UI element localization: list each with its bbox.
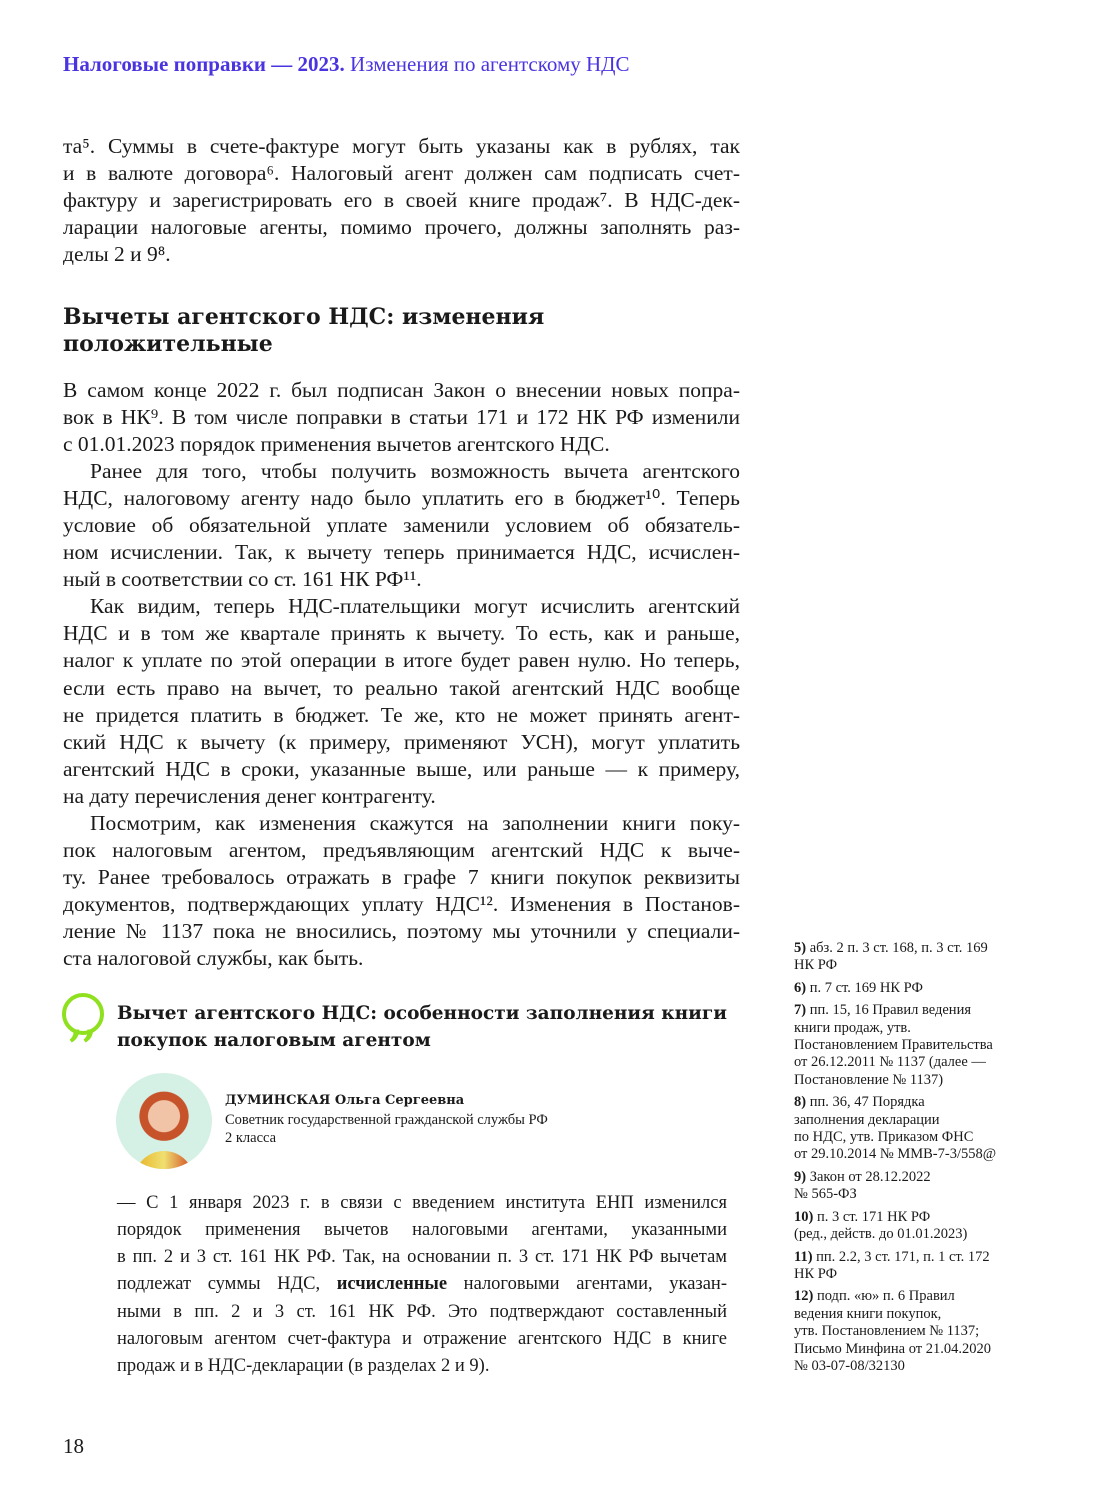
expert-quote bbox=[117, 1190, 727, 1380]
text-line: фактуру и зарегистрировать его в своей книге продаж⁷. В НДС-дек- bbox=[63, 188, 740, 213]
text-line: агентский НДС в сроки, указанные выше, или раньше — к примеру, bbox=[63, 756, 740, 781]
text-line: НДС, налоговому агенту надо было уплатить его в бюджет¹⁰. Теперь bbox=[63, 486, 740, 511]
footnote-line bbox=[794, 1094, 1019, 1111]
text-line: ста налоговой службы, как быть. bbox=[63, 945, 364, 970]
footnote-line: от 26.12.2011 № 1137 (далее — bbox=[794, 1054, 986, 1071]
footnote-number: 6) bbox=[794, 979, 807, 996]
quote-line: — С 1 января 2023 г. в связи с введением института ЕНП изменился bbox=[117, 1193, 727, 1213]
footnote bbox=[794, 940, 1019, 975]
quote-heading-line: Вычет агентского НДС: особенности заполнения книги bbox=[117, 1003, 727, 1024]
text-line: налог к уплате по этой операции в итоге будет равен нулю. Но теперь, bbox=[63, 648, 740, 673]
quote-heading bbox=[117, 1000, 727, 1054]
footnote-text: п. 7 ст. 169 НК РФ bbox=[809, 979, 923, 996]
quote-line: ными в пп. 2 и 3 ст. 161 НК РФ. Это подтверждают составленный bbox=[117, 1301, 727, 1322]
text-line: с 01.01.2023 порядок применения вычетов агентского НДС. bbox=[63, 432, 610, 457]
text-line: ту. Ранее требовалось отражать в графе 7 книги покупок реквизиты bbox=[63, 864, 740, 889]
footnote-line bbox=[794, 1288, 1019, 1305]
footnote-line: от 29.10.2014 № ММВ-7-3/558@ bbox=[794, 1146, 997, 1163]
text-line: ский НДС к вычету (к примеру, применяют УСН), могут уплатить bbox=[63, 729, 740, 754]
footnote-number: 11) bbox=[794, 1248, 813, 1265]
article-body bbox=[63, 377, 740, 972]
quote-text: подлежат суммы НДС, bbox=[117, 1274, 337, 1295]
footnote-line: ведения книги покупок, bbox=[794, 1305, 942, 1322]
text-line: Как видим, теперь НДС-плательщики могут исчислить агентский bbox=[90, 594, 740, 619]
text-line: Ранее для того, чтобы получить возможность вычета агентского bbox=[90, 459, 740, 484]
footnote-line: НК РФ bbox=[794, 1265, 838, 1282]
footnote-number: 8) bbox=[794, 1094, 807, 1111]
footnote-line: № 565-ФЗ bbox=[794, 1186, 857, 1203]
section-heading-line: Вычеты агентского НДС: изменения bbox=[63, 304, 545, 330]
section-heading-line: положительные bbox=[63, 331, 273, 357]
footnote-text: пп. 36, 47 Порядка bbox=[809, 1094, 925, 1111]
quote-line: в пп. 2 и 3 ст. 161 НК РФ. Так, на основании п. 3 ст. 171 НК РФ вычетам bbox=[117, 1247, 727, 1268]
author-title: 2 класса bbox=[225, 1130, 277, 1146]
footnote-line bbox=[794, 1169, 1019, 1186]
author-info bbox=[225, 1092, 548, 1148]
quote-heading-line: покупок налоговым агентом bbox=[117, 1030, 431, 1051]
footnote-text: пп. 15, 16 Правил ведения bbox=[809, 1002, 971, 1019]
emphasis-text: исчисленные bbox=[336, 1274, 448, 1295]
footnote-line bbox=[794, 980, 1019, 997]
text-line: делы 2 и 9⁸. bbox=[63, 242, 171, 267]
text-line: В самом конце 2022 г. был подписан Закон о внесении новых попра- bbox=[63, 378, 740, 402]
text-line: та⁵. Суммы в счете-фактуре могут быть указаны как в рублях, так bbox=[63, 134, 740, 158]
quote-line: продаж и в НДС-декларации (в разделах 2 и 9). bbox=[117, 1355, 490, 1376]
text-line: документов, подтверждающих уплату НДС¹². Изменения в Постанов- bbox=[63, 891, 740, 916]
text-line: пок налоговым агентом, предъявляющим агентский НДС к выче- bbox=[63, 837, 740, 862]
footnote-number: 7) bbox=[794, 1002, 807, 1019]
author-name: ДУМИНСКАЯ Ольга Сергеевна bbox=[225, 1093, 465, 1108]
quote-line: порядок применения вычетов налоговыми агентами, указанными bbox=[117, 1220, 727, 1241]
footnote-text: абз. 2 п. 3 ст. 168, п. 3 ст. 169 bbox=[809, 940, 988, 956]
footnote-text: пп. 2.2, 3 ст. 171, п. 1 ст. 172 bbox=[816, 1248, 990, 1265]
footnote-line: заполнения декларации bbox=[794, 1111, 940, 1128]
footnote-text: п. 3 ст. 171 НК РФ bbox=[816, 1208, 931, 1225]
header-subtitle: Изменения по агентскому НДС bbox=[350, 52, 630, 76]
text-line: условие об обязательной уплате заменили условием об обязатель- bbox=[63, 513, 740, 538]
footnote-line: Постановление № 1137) bbox=[794, 1071, 944, 1088]
footnote-text: Закон от 28.12.2022 bbox=[809, 1168, 931, 1185]
footnote-number: 10) bbox=[794, 1208, 814, 1225]
page-number: 18 bbox=[63, 1434, 84, 1458]
footnote-line bbox=[794, 940, 1019, 957]
section-heading bbox=[63, 304, 544, 358]
footnote bbox=[794, 1169, 1019, 1204]
quote-line: налоговым агентом счет-фактура и отражение агентского НДС в книге bbox=[117, 1328, 727, 1349]
footnote-line bbox=[794, 1002, 1019, 1019]
footnote-line: № 03-07-08/32130 bbox=[794, 1357, 905, 1374]
footnote-line bbox=[794, 1249, 1019, 1266]
quote-icon: ,, bbox=[62, 993, 104, 1035]
footnote bbox=[794, 1209, 1019, 1244]
author-title: Советник государственной гражданской службы РФ bbox=[225, 1111, 548, 1128]
text-line: и в валюте договора⁶. Налоговый агент должен сам подписать счет- bbox=[63, 161, 740, 186]
text-line: ный в соответствии со ст. 161 НК РФ¹¹. bbox=[63, 567, 422, 592]
footnote-number: 12) bbox=[794, 1288, 814, 1305]
footnote-line: Письмо Минфина от 21.04.2020 bbox=[794, 1340, 991, 1357]
footnote-line: утв. Постановлением № 1137; bbox=[794, 1323, 980, 1340]
footnote-number: 9) bbox=[794, 1168, 807, 1185]
footnote bbox=[794, 980, 1019, 997]
quote-line bbox=[117, 1271, 727, 1298]
running-header bbox=[63, 52, 629, 77]
text-line: ление № 1137 пока не вносились, поэтому мы уточнили у специали- bbox=[63, 918, 740, 943]
footnote-line: по НДС, утв. Приказом ФНС bbox=[794, 1129, 974, 1146]
text-line: на дату перечисления денег контрагенту. bbox=[63, 783, 436, 808]
footnote-text: подп. «ю» п. 6 Правил bbox=[816, 1288, 955, 1305]
footnote-number: 5) bbox=[794, 940, 807, 956]
text-line: ларации налоговые агенты, помимо прочего, должны заполнять раз- bbox=[63, 215, 740, 240]
text-line: НДС и в том же квартале принять к вычету. То есть, как и раньше, bbox=[63, 621, 740, 646]
footnote bbox=[794, 1249, 1019, 1284]
text-line: не придется платить в бюджет. Те же, кто не может принять агент- bbox=[63, 702, 740, 727]
footnote-line: Постановлением Правительства bbox=[794, 1037, 993, 1054]
footnote-line: книги продаж, утв. bbox=[794, 1019, 911, 1036]
header-section-title: Налоговые поправки — 2023. bbox=[63, 52, 345, 76]
text-line: вок в НК⁹. В том числе поправки в статьи 171 и 172 НК РФ изменили bbox=[63, 405, 740, 430]
footnote bbox=[794, 1094, 1019, 1164]
footnote bbox=[794, 1002, 1019, 1089]
quote-text: налоговыми агентами, указан- bbox=[447, 1274, 727, 1295]
text-line: ном исчислении. Так, к вычету теперь принимается НДС, исчислен- bbox=[63, 540, 740, 565]
footnotes bbox=[794, 940, 1019, 1380]
avatar bbox=[116, 1073, 212, 1169]
footnote bbox=[794, 1288, 1019, 1375]
text-line: Посмотрим, как изменения скажутся на заполнении книги поку- bbox=[90, 810, 740, 835]
footnote-line: НК РФ bbox=[794, 957, 838, 974]
footnote-line: (ред., действ. до 01.01.2023) bbox=[794, 1226, 968, 1243]
intro-paragraph bbox=[63, 133, 740, 268]
text-line: если есть право на вычет, то реально такой агентский НДС вообще bbox=[63, 675, 740, 700]
footnote-line bbox=[794, 1209, 1019, 1226]
